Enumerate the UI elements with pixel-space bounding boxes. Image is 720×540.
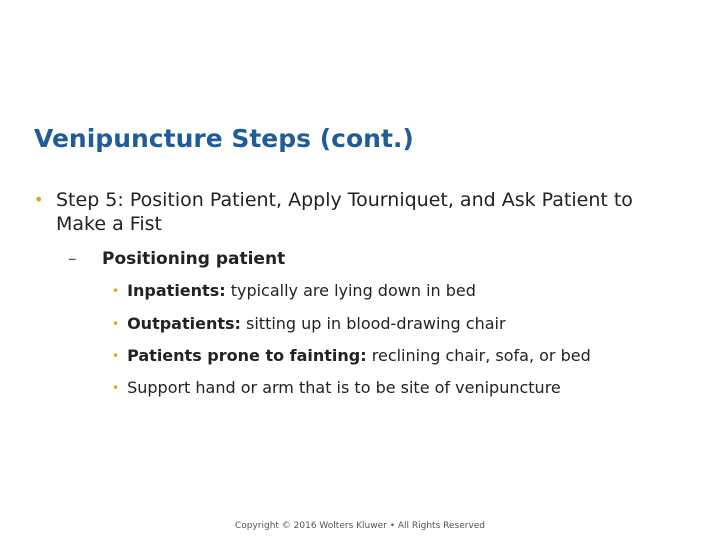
list-item-fainting [112, 345, 591, 367]
copyright-footer: Copyright © 2016 Wolters Kluwer • All Rights Reserved [234, 521, 486, 531]
item-text: reclining chair, sofa, or bed [366, 346, 591, 365]
dash-icon: – [68, 249, 77, 269]
bullet-icon: • [34, 190, 44, 209]
bullet-icon: • [112, 349, 120, 363]
item-label: Patients prone to fainting: [127, 346, 367, 365]
item-label: Outpatients: [127, 314, 241, 333]
list-item-inpatients [112, 280, 476, 302]
sub-heading-item [68, 248, 285, 270]
item-text: Support hand or arm that is to be site of venipuncture [127, 378, 561, 397]
slide-title: Venipuncture Steps (cont.) [34, 124, 414, 153]
bullet-icon: • [112, 381, 120, 395]
step-bullet [34, 188, 674, 236]
list-item-support [112, 377, 561, 399]
step-text: Step 5: Position Patient, Apply Tourniquet, and Ask Patient to Make a Fist [56, 189, 633, 235]
item-label: Inpatients: [127, 281, 226, 300]
sub-heading-text: Positioning patient [102, 249, 286, 269]
list-item-outpatients [112, 313, 506, 335]
bullet-icon: • [112, 317, 120, 331]
item-text: sitting up in blood-drawing chair [240, 314, 506, 333]
item-text: typically are lying down in bed [225, 281, 476, 300]
bullet-icon: • [112, 284, 120, 298]
